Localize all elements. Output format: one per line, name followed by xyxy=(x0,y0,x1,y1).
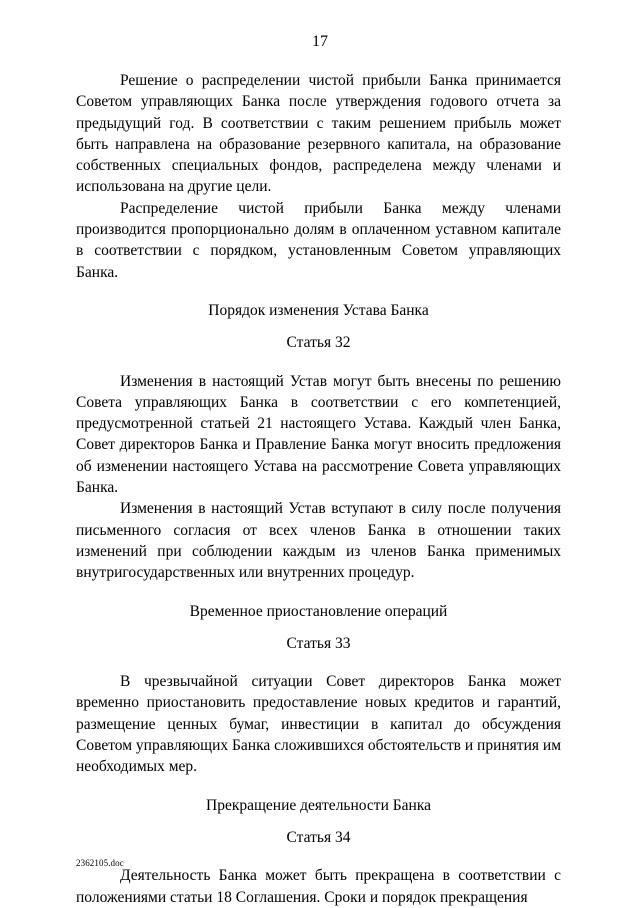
footer-filename: 2362105.doc xyxy=(76,858,124,868)
article-heading-34: Статья 34 xyxy=(286,828,351,846)
paragraph-termination: Деятельность Банка может быть прекращена в соответствии с положениями статьи 18 Соглашения. Сроки и порядок прекращения xyxy=(76,867,561,906)
paragraph-suspension: В чрезвычайной ситуации Совет директоров Банка может временно приостановить предоставление новых кредитов и гарантий, размещение ценных бумаг, инвестиции в капитал до обсуждения Советом управляющих Банка сложившихся обстоятельств и принятия им необходимых мер. xyxy=(76,673,561,776)
article-heading-32: Статья 32 xyxy=(286,334,351,352)
paragraph-amendment-effect: Изменения в настоящий Устав вступают в силу после получения письменного согласия от всех членов Банка в отношении таких изменений при соблюдении каждым из членов Банка применимых внутригосударственных или внутренних процедур. xyxy=(76,500,561,582)
paragraph-amendment-procedure: Изменения в настоящий Устав могут быть внесены по решению Совета управляющих Банка в соответствии с его компетенцией, предусмотренной статьей 21 настоящего Устава. Каждый член Банка, Совет директоров Банка и Правление Банка могут вносить предложения об изменении настоящего Устава на рассмотрение Совета управляющих Банка. xyxy=(76,372,561,497)
document-body xyxy=(76,70,561,908)
paragraph-net-profit-decision: Решение о распределении чистой прибыли Банка принимается Советом управляющих Банка после утверждения годового отчета за предыдущий год. В соответствии с таким решением прибыль может быть направлена на образование резервного капитала, на образование собственных специальных фондов, распределена между членами и использована на другие цели. xyxy=(76,72,561,196)
section-title-suspension: Временное приостановление операций xyxy=(189,602,448,620)
section-title-charter-amendment: Порядок изменения Устава Банка xyxy=(208,301,429,319)
paragraph-net-profit-distribution: Распределение чистой прибыли Банка между членами производится пропорционально долям в оплаченном уставном капитале в соответствии с порядком, установленным Советом управляющих Банка. xyxy=(76,199,561,281)
article-heading-33: Статья 33 xyxy=(286,634,351,652)
page-number: 17 xyxy=(312,33,328,50)
section-title-termination: Прекращение деятельности Банка xyxy=(206,796,431,814)
